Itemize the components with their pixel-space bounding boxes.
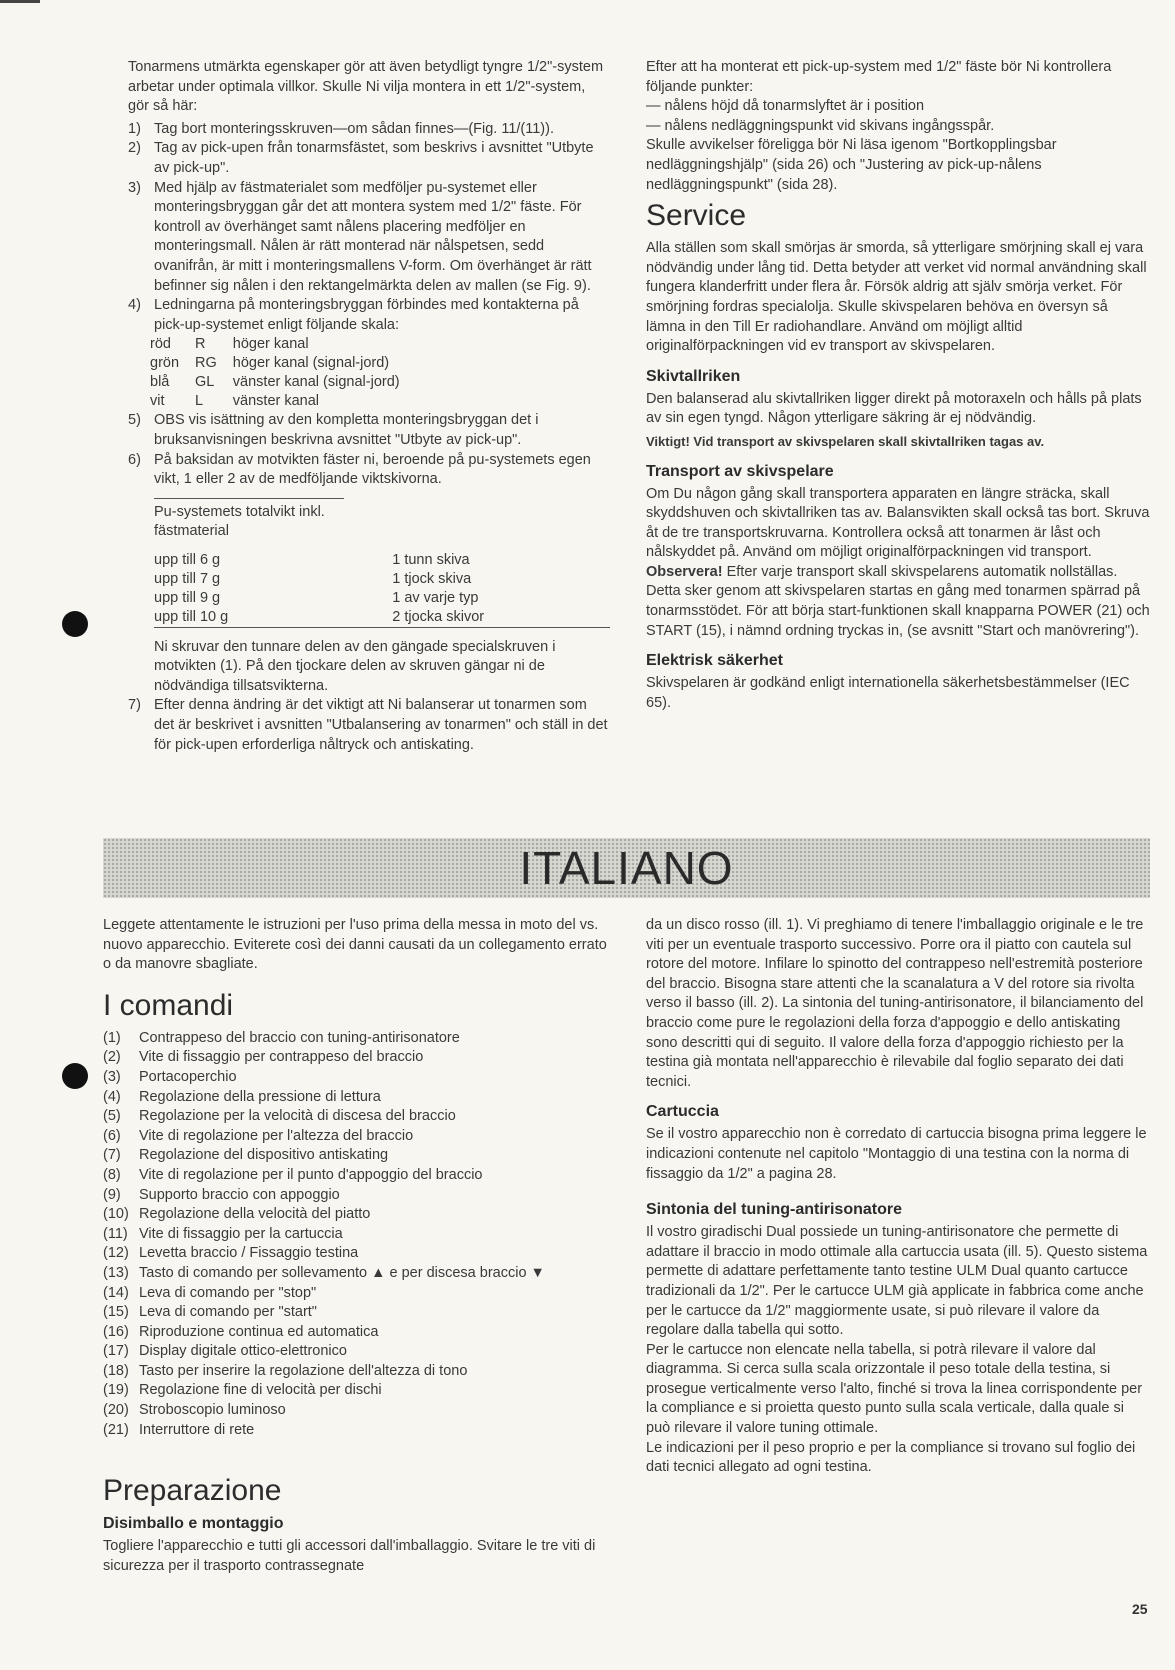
- list-item: (17) Display digitale ottico-elettronico: [103, 1343, 347, 1360]
- list-item: 6) På baksidan av motvikten fäster ni, beroende på pu-systemets egen vikt, 1 eller 2 av de medföljande viktskivorna.: [128, 451, 591, 488]
- corner-mark: [0, 0, 40, 3]
- list-item: (2) Vite di fissaggio per contrappeso del braccio: [103, 1049, 424, 1066]
- continued-paragraph: da un disco rosso (ill. 1). Vi preghiamo di tenere l'imballaggio originale e le tre viti per un eventuale trasporto successivo. Porre ora il piatto con cautela sul rotore del motore. Infilare lo spinotto del contrappeso nell'estremità posteriore del braccio. Bisogna stare attenti che la scanalatura a V del rotore sia rivolta verso il basso (ill. 2). La sintonia del tuning-antirisonatore, il bilanciamento del braccio come pure le regolazioni della forza d'appoggio e dello antiskating sono descritti qui di seguito. Il valore della forza d'appoggio richiesto per la testina già montata nell'apparecchio è rilevabile dal foglio separato dei dati tecnici.: [646, 917, 1144, 1090]
- list-item: 3) Med hjälp av fästmaterialet som medföljer pu-systemet eller monteringsbryggan går det att montera system med 1/2" fäste. För kontroll av överhänget samt nålens placering medföljer en monteringsmall. Nålen är rätt monterad när nålspetsen, sedd ovanifrån, är mitt i monteringsmallens V-form. Om överhänget är rätt befinner sig nålen i den rektangelmärkta delen av mallen (se Fig. 9).: [128, 179, 592, 294]
- list-item: (8) Vite di regolazione per il punto d'appoggio del braccio: [103, 1166, 483, 1183]
- list-item: 2) Tag av pick-upen från tonarmsfästet, som beskrivs i avsnittet "Utbyte av pick-up".: [128, 140, 594, 176]
- list-item: (7) Regolazione del dispositivo antiskating: [103, 1147, 389, 1164]
- table-row: röd R höger kanal: [150, 336, 309, 353]
- weight-table: [154, 498, 610, 628]
- table-row: upp till 9 g 1 av varje typ: [154, 589, 479, 606]
- steps-list: [128, 120, 610, 336]
- list-item: (14) Leva di comando per "stop": [103, 1284, 317, 1301]
- banner-title: ITALIANO: [519, 842, 734, 894]
- italian-right-column: [646, 916, 1150, 1478]
- intro-paragraph: Tonarmens utmärkta egenskaper gör att även betydligt tyngre 1/2"-system arbetar under optimala villkor. Skulle Ni vilja montera in ett 1/2"-system, gör så här:: [128, 59, 604, 115]
- table-row: upp till 10 g 2 tjocka skivor: [154, 608, 485, 625]
- platter-paragraph: Den balanserad alu skivtallriken ligger direkt på motoraxeln och hålls på plats av sin egen tyngd. Någon ytterligare säkring är ej nödvändig.: [646, 390, 1142, 427]
- section-title-transport: Transport av skivspelare: [646, 462, 834, 480]
- binder-hole: [62, 1063, 88, 1089]
- list-item: (1) Contrappeso del braccio con tuning-antirisonatore: [103, 1029, 460, 1046]
- list-item: (20) Stroboscopio luminoso: [103, 1402, 286, 1419]
- list-item: (10) Regolazione della velocità del piatto: [103, 1206, 371, 1223]
- list-item: (4) Regolazione della pressione di lettura: [103, 1088, 381, 1105]
- list-item: 1) Tag bort monteringsskruven—om sådan finnes—(Fig. 11/(11)).: [128, 120, 554, 137]
- steps-list-2: [128, 411, 610, 489]
- italian-left-column: [103, 916, 610, 1576]
- step-7: [128, 696, 610, 755]
- list-item: (21) Interruttore di rete: [103, 1421, 255, 1438]
- tuning-paragraph: Il vostro giradischi Dual possiede un tuning-antirisonatore che permette di adattare il braccio in modo ottimale alla cartuccia usata (ill. 5). Questo sistema permette di adattare perfettamente tanto testine ULM Dual quanto cartucce tradizionali da 1/2". Per le cartucce ULM già applicate in fabbrica come anche per le cartucce da 1/2" maggiormente usate, si può rilevare il valore da regolare dalla tabella qui sotto.: [646, 1224, 1148, 1339]
- list-item: (3) Portacoperchio: [103, 1068, 237, 1085]
- binder-hole: [62, 611, 88, 637]
- list-item: (16) Riproduzione continua ed automatica: [103, 1323, 379, 1340]
- list-item: (9) Supporto braccio con appoggio: [103, 1186, 340, 1203]
- unpacking-paragraph: Togliere l'apparecchio e tutti gli accessori dall'imballaggio. Svitare le tre viti di sicurezza per il trasporto contrassegnate: [103, 1538, 596, 1574]
- list-item: 4) Ledningarna på monteringsbryggan förbindes med kontakterna på pick-up-systemet enligt följande skala:: [128, 297, 579, 333]
- intro-paragraph: Efter att ha monterat ett pick-up-system med 1/2" fäste bör Ni kontrollera följande punkter:: [646, 59, 1112, 95]
- cartridge-paragraph: Se il vostro apparecchio non è corredato di cartuccia bisogna prima leggere le indicazioni contenute nel capitolo "Montaggio di una testina con la norma di fissaggio da 1/2" a pagina 28.: [646, 1126, 1147, 1182]
- platter-warning: Viktigt! Vid transport av skivspelaren skall skivtallriken tagas av.: [646, 433, 1045, 449]
- table-row: upp till 6 g 1 tunn skiva: [154, 551, 470, 568]
- list-item: 7) Efter denna ändring är det viktigt att Ni balanserar ut tonarmen som det är beskrivet i avsnitten "Utbalansering av tonarmen" och ställ in det för pick-upen erforderliga nåltryck och antiskating.: [128, 697, 608, 753]
- section-title-preparation: Preparazione: [103, 1474, 282, 1508]
- page-number: 25: [1132, 1601, 1148, 1617]
- electric-paragraph: Skivspelaren är godkänd enligt internationella säkerhetsbestämmelser (IEC 65).: [646, 675, 1130, 711]
- list-item: (18) Tasto per inserire la regolazione dell'altezza di tono: [103, 1362, 468, 1379]
- tuning-paragraph: Le indicazioni per il peso proprio e per la compliance si trovano sul foglio dei dati tecnici allegato ad ogni testina.: [646, 1439, 1136, 1476]
- list-item: 5) OBS vis isättning av den kompletta monteringsbryggan det i bruksanvisningen beskrivna avsnittet "Utbyte av pick-up".: [128, 412, 539, 448]
- section-title-controls: I comandi: [103, 988, 234, 1022]
- section-title-unpacking: Disimballo e montaggio: [103, 1515, 284, 1533]
- section-title-cartridge: Cartuccia: [646, 1103, 719, 1121]
- after-table-paragraph: Ni skruvar den tunnare delen av den gängade specialskruven i motvikten (1). På den tjockare delen av skruven gängar ni de nödvändiga tillsatsvikterna.: [154, 638, 556, 694]
- language-banner: [103, 838, 1150, 898]
- list-item: (5) Regolazione per la velocità di discesa del braccio: [103, 1108, 456, 1125]
- swedish-left-column: [128, 58, 610, 755]
- section-title-electric: Elektrisk säkerhet: [646, 652, 783, 670]
- check-note: Skulle avvikelser föreligga bör Ni läsa igenom "Bortkopplingsbar nedläggningshjälp" (sida 26) och "Justering av pick-up-nålens nedläggningspunkt" (sida 28).: [646, 137, 1057, 193]
- section-title-platter: Skivtallriken: [646, 367, 741, 385]
- observe-paragraph: Observera! Efter varje transport skall skivspelarens automatik nollställas. Detta sker genom att skivspelaren startas en gång med tonarmen spärrad på tonarmsstödet. För att börja start-funktionen skall knapparna POWER (21) och START (15), i nämnd ordning tryckas in, (se avsnitt "Start och manövrering").: [646, 563, 1150, 639]
- section-title-tuning: Sintonia del tuning-antirisonatore: [646, 1201, 902, 1219]
- table-row: blå GL vänster kanal (signal-jord): [150, 374, 400, 391]
- section-title-service: Service: [646, 199, 747, 233]
- table-row: vit L vänster kanal: [150, 393, 320, 410]
- table-row: grön RG höger kanal (signal-jord): [150, 355, 390, 372]
- check-item: — nålens höjd då tonarmslyftet är i position: [646, 98, 925, 115]
- list-item: (12) Levetta braccio / Fissaggio testina: [103, 1245, 359, 1262]
- list-item: (15) Leva di comando per "start": [103, 1304, 317, 1321]
- weight-table-header: Pu-systemets totalvikt inkl. fästmaterial: [154, 498, 344, 541]
- intro-paragraph: Leggete attentamente le istruzioni per l'uso prima della messa in moto del vs. nuovo apparecchio. Eviterete così dei danni causati da un collegamento errato o da manovre sbagliate.: [103, 917, 607, 973]
- check-item: — nålens nedläggningspunkt vid skivans ingångsspår.: [646, 117, 995, 134]
- service-paragraph: Alla ställen som skall smörjas är smorda, så ytterligare smörjning skall ej vara nödvändig under lång tid. Detta betyder att verket vid normal användning skall fungera klanderfritt under flera år. Försök aldrig att själv smörja verket. För smörjning fordras specialolja. Skulle skivspelaren behöva en översyn så lämna in den Till Er radiohandlare. Använd om möjligt alltid originalförpackningen vid ev transport av skivspelaren.: [646, 240, 1147, 355]
- controls-list: [103, 1029, 610, 1440]
- list-item: (13) Tasto di comando per sollevamento ▲ e per discesa braccio ▼: [103, 1264, 545, 1281]
- list-item: (11) Vite di fissaggio per la cartuccia: [103, 1225, 343, 1242]
- wire-color-table: [150, 335, 416, 411]
- list-item: (6) Vite di regolazione per l'altezza del braccio: [103, 1127, 414, 1144]
- observe-label: Observera!: [646, 563, 723, 580]
- list-item: (19) Regolazione fine di velocità per dischi: [103, 1382, 382, 1399]
- tuning-paragraph: Per le cartucce non elencate nella tabella, si potrà rilevare il valore dal diagramma. Si cerca sulla scala orizzontale il peso totale della testina, si prosegue verticalmente verso l'alto, finché si trova la linea corrispondente per la compliance e si proietta questo punto sulla scala verticale, dalla quale si può rilevare il valore tuning ottimale.: [646, 1341, 1143, 1437]
- swedish-right-column: [646, 58, 1150, 713]
- table-row: upp till 7 g 1 tjock skiva: [154, 570, 472, 587]
- transport-paragraph: Om Du någon gång skall transportera apparaten en längre sträcka, skall skyddshuven och skivtallriken tas av. Balansvikten skall också tas bort. Skruva åt de tre transportskruvarna. Kontrollera också att tonarmen är låst och nålskyddet på. Använd om möjligt originalförpackningen vid transport.: [646, 485, 1150, 561]
